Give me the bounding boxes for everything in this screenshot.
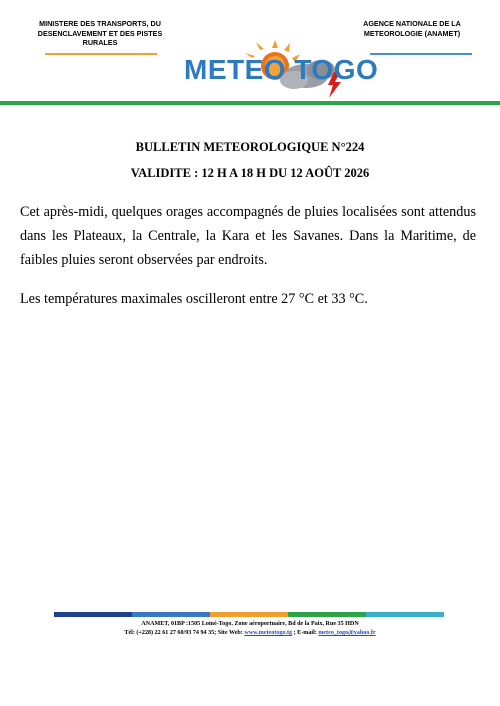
bulletin-title: BULLETIN METEOROLOGIQUE N°224 xyxy=(135,140,365,154)
footer-bar-segment xyxy=(366,612,444,617)
footer-bar-segment xyxy=(288,612,366,617)
email-link[interactable]: meteo_togo@yahoo.fr xyxy=(318,630,376,636)
ministry-underline xyxy=(45,53,157,55)
footer-color-bar xyxy=(54,612,444,617)
forecast-paragraph: Cet après-midi, quelques orages accompagnés de pluies localisées sont attendus dans les Plateaux, la Centrale, la Kara et les Savanes. Dans la Maritime, de faibles pluies seront observées par endroits. xyxy=(20,204,476,268)
footer-email-label: ; E-mail: xyxy=(292,630,319,636)
footer-contact xyxy=(0,629,500,637)
temperature-paragraph: Les températures maximales oscilleront entre 27 °C et 33 °C. xyxy=(20,291,368,307)
footer-bar-segment xyxy=(132,612,210,617)
agency-name: AGENCE NATIONALE DE LA METEOROLOGIE (ANAMET) xyxy=(363,19,461,38)
footer-bar-segment xyxy=(210,612,288,617)
footer-tel: Tél: (+228) 22 61 27 60/93 74 94 35; Site Web: xyxy=(124,630,245,636)
ministry-name: MINISTERE DES TRANSPORTS, DU DESENCLAVEMENT ET DES PISTES RURALES xyxy=(37,19,163,47)
logo-text: METEO TOGO xyxy=(184,54,379,85)
header-divider xyxy=(0,101,500,105)
meteo-togo-logo xyxy=(176,40,379,100)
footer-address: ANAMET, 01BP :1505 Lomé-Togo, Zone aéroportuaire, Bd de la Paix, Rue 35 HDN xyxy=(141,621,359,627)
footer-bar-segment xyxy=(54,612,132,617)
bulletin-validity: VALIDITE : 12 H A 18 H DU 12 AOÛT 2026 xyxy=(130,166,370,180)
website-link[interactable]: www.meteotogo.tg xyxy=(244,630,293,636)
agency-underline xyxy=(370,53,472,55)
